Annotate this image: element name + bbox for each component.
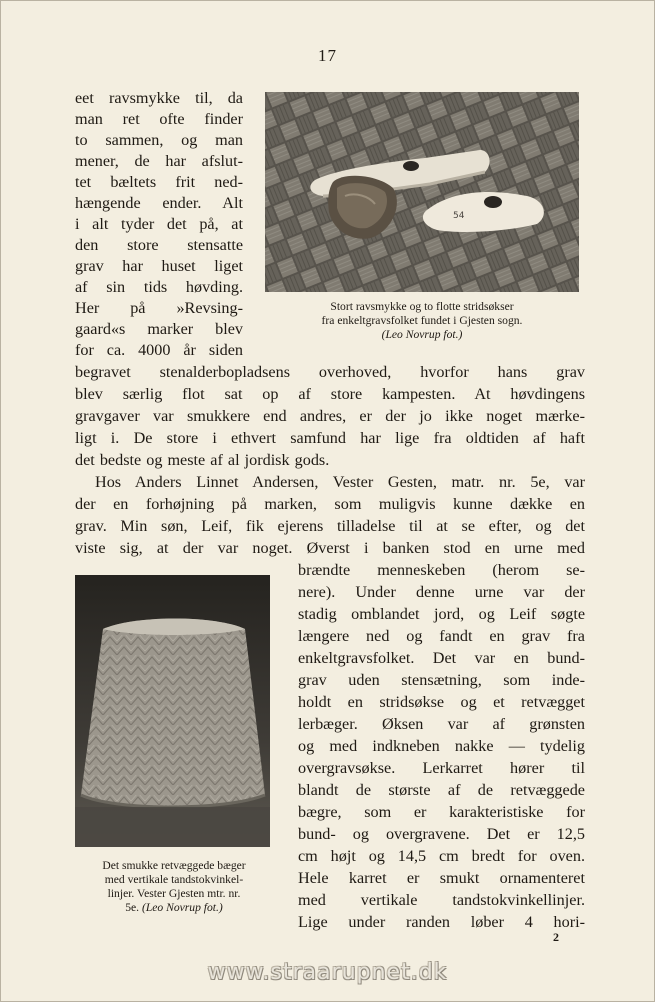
photo-caption-top bbox=[265, 300, 579, 342]
caption-line: med vertikale tandstokvinkel- bbox=[104, 873, 244, 886]
text-line: viste sig, at der var noget. Øverst i banken stod en urne med bbox=[75, 539, 585, 557]
photo-amber-and-battle-axes-icon bbox=[265, 92, 579, 292]
text-line: blandt de største af de retvæggede bbox=[298, 781, 585, 799]
caption-matrikel: 5e. bbox=[125, 901, 140, 914]
text-line: for ca. 4000 år siden bbox=[75, 341, 243, 359]
text-line: ligt i. De store i ethvert samfund har lige fra oldtiden af haft bbox=[75, 429, 585, 447]
text-line: længere ned og fandt en grav fra bbox=[298, 627, 585, 645]
caption-line: linjer. Vester Gjesten mtr. nr. bbox=[107, 887, 241, 900]
caption-line: Stort ravsmykke og to flotte stridsøkser bbox=[330, 300, 514, 313]
axe-inventory-mark: 54 bbox=[453, 211, 465, 221]
photo-straight-walled-beaker bbox=[75, 575, 270, 847]
text-line: bægre, som er karakteristiske for bbox=[298, 803, 585, 821]
text-line: brændte menneskeben (herom se- bbox=[298, 561, 585, 579]
text-line: af sin tids høvding. bbox=[75, 278, 243, 296]
text-line: cm højt og 14,5 cm bredt for oven. bbox=[298, 847, 585, 865]
text-line: blev særlig flot sat op af store kampesten. At høvdingens bbox=[75, 385, 585, 403]
photo-credit: (Leo Novrup fot.) bbox=[141, 901, 223, 914]
text-line: gaard«s marker blev bbox=[75, 320, 243, 338]
text-line: lerbæger. Øksen var af grønsten bbox=[298, 715, 585, 733]
sheet-marker: 2 bbox=[553, 930, 559, 944]
caption-line: Det smukke retvæggede bæger bbox=[102, 859, 246, 872]
text-line: tet bæltets frit ned- bbox=[75, 173, 243, 191]
text-line: og med indkneben nakke — tydelig bbox=[298, 737, 585, 755]
text-line: gravgaver var smukkere end andres, er der jo ikke noget mærke- bbox=[75, 407, 585, 425]
text-line: Lige under randen løber 4 hori- bbox=[298, 913, 585, 931]
text-line: i alt tyder det på, at bbox=[75, 215, 243, 233]
text-line: eet ravsmykke til, da bbox=[75, 89, 243, 107]
text-line: hængende ender. Alt bbox=[75, 194, 243, 212]
text-line: det bedste og meste af al jordisk gods. bbox=[75, 451, 330, 469]
text-line: man ret ofte finder bbox=[75, 110, 243, 128]
text-line: der en forhøjning på marken, som muligvis kunne dække en bbox=[75, 495, 585, 513]
text-line: grav har huset liget bbox=[75, 257, 243, 275]
photo-caption-bottom bbox=[70, 859, 278, 915]
text-line: enkeltgravsfolket. Det var en bund- bbox=[298, 649, 585, 667]
text-line: holdt en stridsøkse og et retvægget bbox=[298, 693, 585, 711]
watermark: www.straarupnet.dk bbox=[207, 960, 448, 985]
text-line: den store stensatte bbox=[75, 236, 243, 254]
text-line: grav uden stensætning, som inde- bbox=[298, 671, 585, 689]
caption-line-last bbox=[70, 901, 278, 915]
text-line: grav. Min søn, Leif, fik ejerens tilladelse til at se efter, og det bbox=[75, 517, 585, 535]
photo-credit: (Leo Novrup fot.) bbox=[381, 328, 463, 341]
text-line: Hos Anders Linnet Andersen, Vester Gesten, matr. nr. 5e, var bbox=[95, 473, 585, 491]
photo-straight-walled-beaker-icon bbox=[75, 575, 270, 847]
text-line: med vertikale tandstokvinkellinjer. bbox=[298, 891, 585, 909]
text-line: begravet stenalderbopladsens overhoved, hvorfor hans grav bbox=[75, 363, 585, 381]
text-line: Hele karret er smukt ornamenteret bbox=[298, 869, 585, 887]
text-line: bund- og overgravene. Det er 12,5 bbox=[298, 825, 585, 843]
photo-amber-and-battle-axes bbox=[265, 92, 579, 292]
caption-line: fra enkeltgravsfolket fundet i Gjesten sogn. bbox=[321, 314, 523, 327]
text-line: to sammen, og man bbox=[75, 131, 243, 149]
text-line: nere). Under denne urne var der bbox=[298, 583, 585, 601]
text-line: overgravsøkse. Lerkarret hører til bbox=[298, 759, 585, 777]
text-line: Her på »Revsing- bbox=[75, 299, 243, 317]
text-line: mener, de har afslut- bbox=[75, 152, 243, 170]
page-number: 17 bbox=[318, 46, 337, 65]
text-line: stadig omblandet jord, og Leif søgte bbox=[298, 605, 585, 623]
